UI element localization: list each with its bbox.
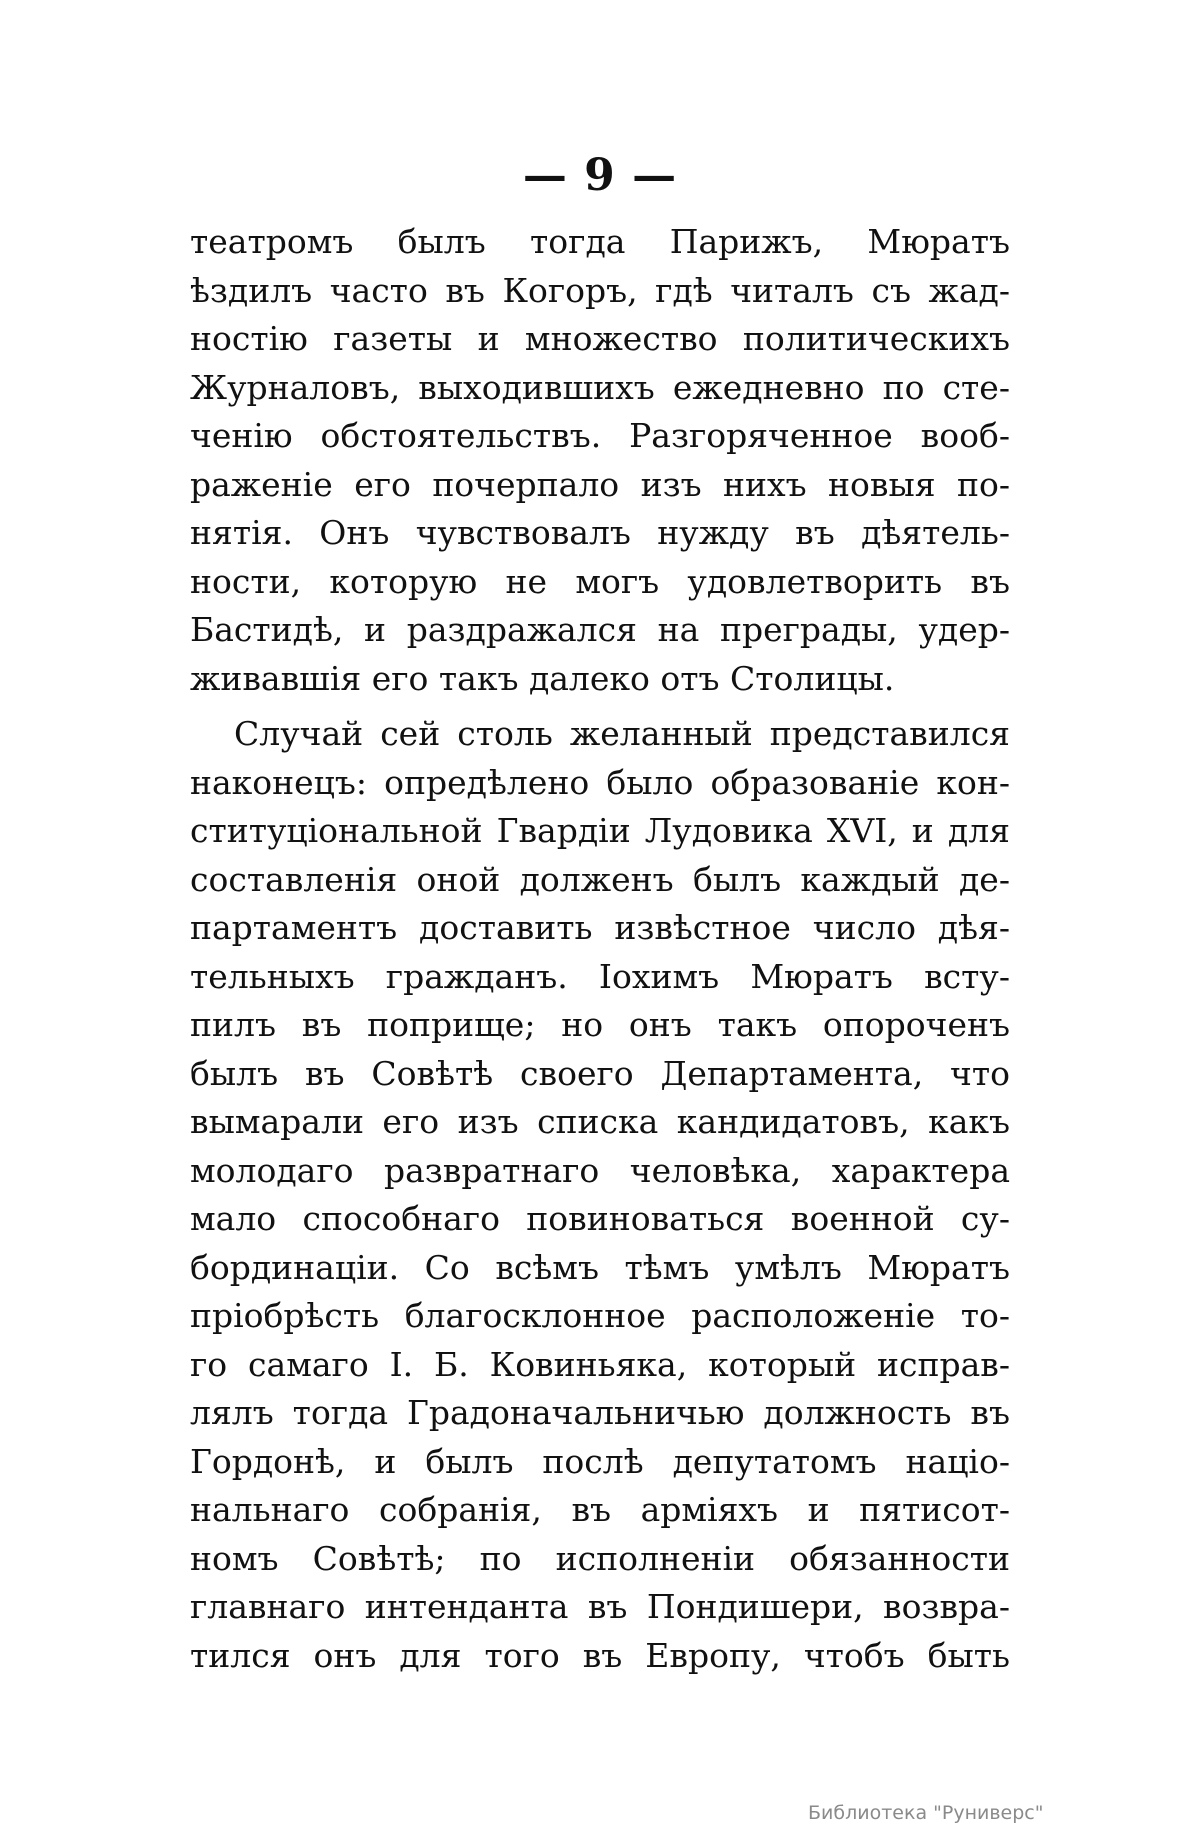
text-line: тился онъ для того въ Европу, чтобъ быть: [190, 1635, 1010, 1675]
text-line: ности, которую не могъ удовлетворить въ: [190, 561, 1010, 601]
paragraph-1: [190, 218, 1010, 703]
text-line: ституціональной Гвардіи Лудовика XVI, и для: [190, 811, 1010, 850]
text-line: ѣздилъ часто въ Когоръ, гдѣ читалъ съ жад-: [190, 270, 1010, 310]
text-line: молодаго развратнаго человѣка, характера: [190, 1150, 1010, 1190]
text-line: нальнаго собранія, въ арміяхъ и пятисот-: [190, 1490, 1010, 1529]
paragraph-2: [190, 710, 1010, 1680]
text-line: живавшія его такъ далеко отъ Столицы.: [190, 658, 895, 698]
text-line: ностію газеты и множество политическихъ: [190, 319, 1010, 358]
page-number: — 9 —: [522, 150, 678, 201]
text-line: номъ Совѣтѣ; по исполненіи обязанности: [190, 1538, 1010, 1578]
text-line: ченію обстоятельствъ. Разгоряченное вооб-: [190, 416, 1010, 455]
text-line: былъ въ Совѣтѣ своего Департамента, что: [190, 1053, 1010, 1093]
text-line: Журналовъ, выходившихъ ежедневно по сте-: [190, 367, 1010, 407]
text-line: тельныхъ гражданъ. Іохимъ Мюратъ всту-: [190, 956, 1010, 996]
text-line: вымарали его изъ списка кандидатовъ, какъ: [190, 1102, 1010, 1141]
text-line: составленія оной долженъ былъ каждый де-: [190, 859, 1010, 899]
text-line: Бастидѣ, и раздражался на преграды, удер-: [190, 610, 1010, 649]
text-line: лялъ тогда Градоначальничью должность въ: [190, 1393, 1010, 1432]
text-line: театромъ былъ тогда Парижъ, Мюратъ: [190, 222, 1010, 261]
text-line: пріобрѣсть благосклонное расположеніе то-: [190, 1296, 1010, 1335]
text-line: Случай сей столь желанный представился: [234, 714, 1010, 753]
text-line: Гордонѣ, и былъ послѣ депутатомъ націо-: [190, 1441, 1010, 1481]
text-line: пилъ въ поприще; но онъ такъ опороченъ: [190, 1005, 1010, 1044]
text-line: бординаціи. Со всѣмъ тѣмъ умѣлъ Мюратъ: [190, 1247, 1010, 1287]
text-line: партаментъ доставить извѣстное число дѣя-: [190, 908, 1010, 947]
text-line: раженіе его почерпало изъ нихъ новыя по-: [190, 464, 1010, 504]
library-watermark: Библиотека "Руниверс": [808, 1802, 1044, 1824]
text-line: наконецъ: опредѣлено было образованіе кон-: [190, 762, 1010, 802]
text-line: главнаго интенданта въ Пондишери, возвра-: [190, 1587, 1010, 1626]
text-line: мало способнаго повиноваться военной су-: [190, 1199, 1010, 1238]
text-line: го самаго І. Б. Ковиньяка, который исправ-: [190, 1344, 1010, 1384]
text-line: нятія. Онъ чувствовалъ нужду въ дѣятель-: [190, 513, 1010, 552]
